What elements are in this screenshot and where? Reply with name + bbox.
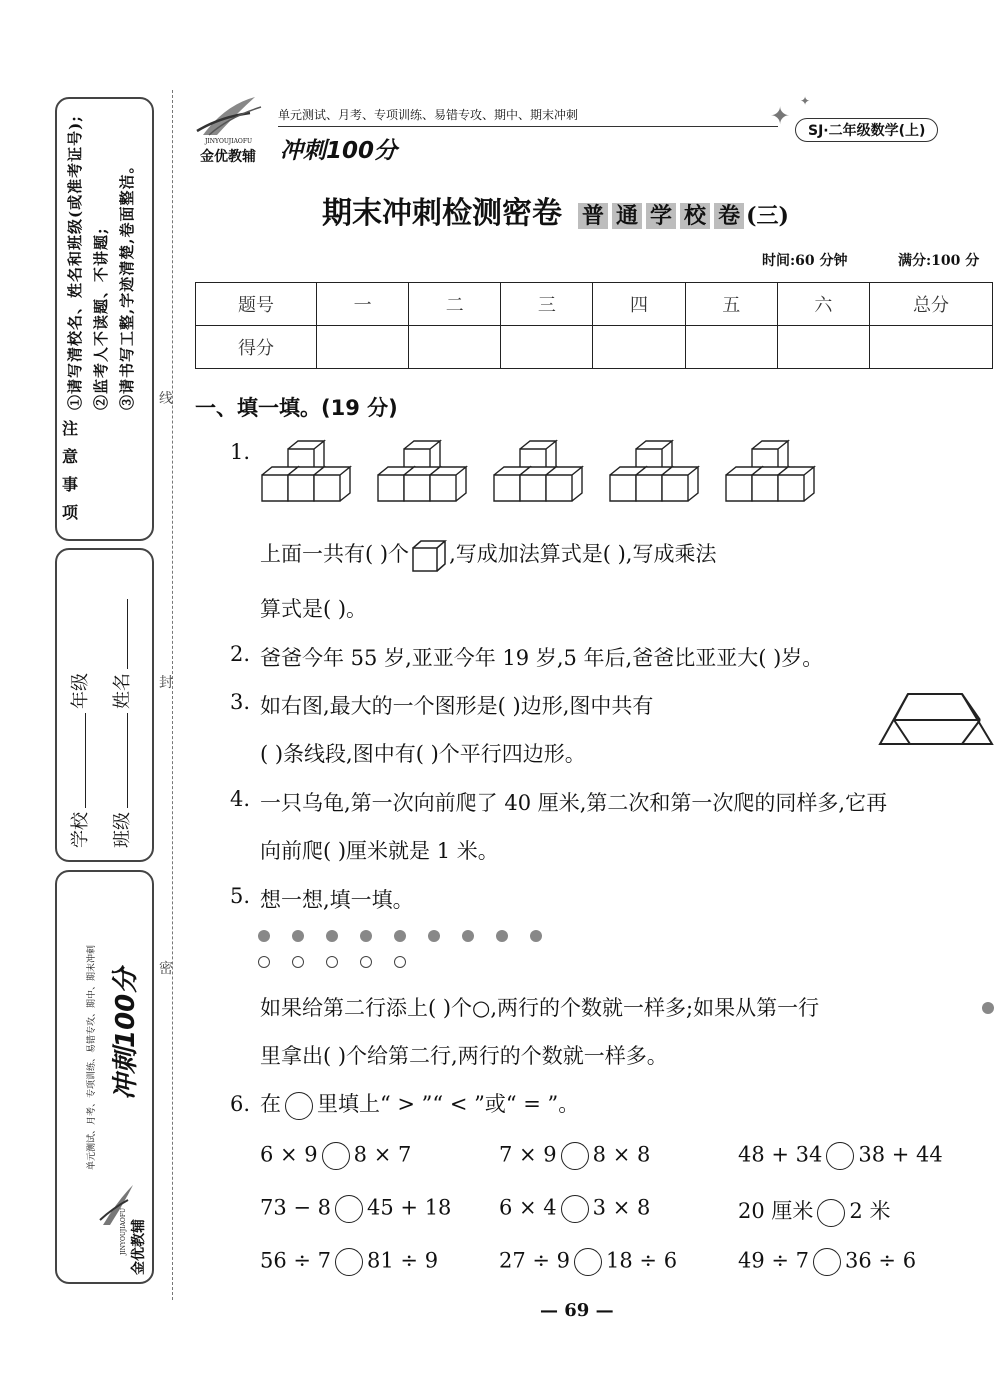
q1-text-a: 上面一共有( )个 xyxy=(260,542,410,566)
title-suffix: (三) xyxy=(746,203,789,229)
comparison-right: 38 + 44 xyxy=(858,1142,943,1167)
q6-text-a: 在 xyxy=(260,1092,281,1116)
title-hl-2: 学 xyxy=(646,203,676,229)
q1-text-b: ,写成加法算式是( ),写成乘法 xyxy=(449,542,717,566)
comparison-item xyxy=(260,1195,451,1223)
comparison-circle[interactable] xyxy=(813,1248,841,1276)
notice-line-3: ③请书写工整,字迹清楚,卷面整洁。 xyxy=(118,157,136,410)
q6-text-b: 里填上“ > ”“ < ”或“ = ”。 xyxy=(317,1092,580,1116)
class-blank[interactable] xyxy=(127,713,128,808)
notice-label: 注 意 事 项 xyxy=(62,419,79,522)
filled-dot xyxy=(360,930,372,942)
comparison-circle[interactable] xyxy=(826,1142,854,1170)
title-main: 期末冲刺检测密卷 xyxy=(322,196,562,231)
comparison-left: 20 厘米 xyxy=(738,1199,814,1223)
table-header-cell: 六 xyxy=(777,283,869,326)
q3-line-1: 如右图,最大的一个图形是( )边形,图中共有 xyxy=(260,694,654,718)
filled-dot xyxy=(496,930,508,942)
cube-stack-figures xyxy=(258,435,818,510)
filled-dot xyxy=(326,930,338,942)
comparison-circle[interactable] xyxy=(817,1199,845,1227)
exam-time: 时间:60 分钟 xyxy=(762,253,848,269)
comparison-right: 8 × 7 xyxy=(353,1142,412,1167)
cube-stack xyxy=(726,441,814,501)
cut-label-seal: 封 xyxy=(159,675,173,691)
comparison-item xyxy=(499,1195,650,1223)
q5-line-2: 里拿出( )个给第二行,两行的个数就一样多。 xyxy=(260,1044,668,1068)
q3-number: 3. xyxy=(230,690,251,714)
table-header-cell: 总分 xyxy=(870,283,993,326)
q3-line-2: ( )条线段,图中有( )个平行四边形。 xyxy=(260,742,586,766)
sidebar-series-tag: 单元测试、月考、专项训练、易错专攻、期中、期末冲刺 xyxy=(87,944,97,1170)
comparison-right: 8 × 8 xyxy=(592,1142,651,1167)
cut-label-secret: 密 xyxy=(159,961,173,977)
school-field xyxy=(66,673,92,848)
notice-line-2: ②监考人不读题、不讲题; xyxy=(92,227,110,410)
comparison-item xyxy=(738,1195,890,1227)
open-dot xyxy=(326,956,338,968)
grade-badge: SJ·二年级数学(上) xyxy=(795,118,938,142)
full-score: 满分:100 分 xyxy=(898,253,980,269)
open-dot xyxy=(394,956,406,968)
header-series-tag: 单元测试、月考、专项训练、易错专攻、期中、期末冲刺 xyxy=(278,108,579,122)
grade-label: 年级 xyxy=(70,673,91,709)
name-blank[interactable] xyxy=(127,599,128,669)
comparison-right: 2 米 xyxy=(849,1199,891,1223)
q5-line-1 xyxy=(260,992,819,1022)
q6-text xyxy=(260,1088,579,1120)
filled-dot xyxy=(292,930,304,942)
comparison-circle[interactable] xyxy=(561,1142,589,1170)
comparison-right: 18 ÷ 6 xyxy=(606,1248,678,1273)
comparison-left: 27 ÷ 9 xyxy=(499,1248,571,1273)
page-number: — 69 — xyxy=(540,1300,614,1321)
comparison-right: 36 ÷ 6 xyxy=(845,1248,917,1273)
comparison-item xyxy=(738,1142,943,1170)
score-cell[interactable] xyxy=(409,326,501,369)
compare-circle-icon xyxy=(285,1092,313,1120)
q6-number: 6. xyxy=(230,1092,251,1116)
comparison-left: 7 × 9 xyxy=(499,1142,557,1167)
comparison-circle[interactable] xyxy=(335,1195,363,1223)
comparison-right: 45 + 18 xyxy=(367,1195,452,1220)
q4-line-2: 向前爬( )厘米就是 1 米。 xyxy=(260,839,499,863)
cube-stack xyxy=(610,441,698,501)
table-header-cell: 一 xyxy=(317,283,409,326)
q5-dots xyxy=(258,928,558,973)
q1-number: 1. xyxy=(230,440,251,464)
comparison-right: 81 ÷ 9 xyxy=(367,1248,439,1273)
comparison-item xyxy=(499,1142,650,1170)
comparison-left: 48 + 34 xyxy=(738,1142,823,1167)
comparison-item xyxy=(260,1248,438,1276)
score-cell[interactable] xyxy=(777,326,869,369)
title-hl-0: 普 xyxy=(578,203,608,229)
score-table xyxy=(195,282,993,369)
section-1-heading: 一、填一填。(19 分) xyxy=(195,396,398,420)
title-hl-4: 卷 xyxy=(714,203,744,229)
comparison-left: 73 − 8 xyxy=(260,1195,332,1220)
filled-dot xyxy=(462,930,474,942)
sparkle-small-icon: ✦ xyxy=(800,94,811,108)
class-field xyxy=(108,599,134,848)
cube xyxy=(314,467,350,501)
q5-line-1-text: 如果给第二行添上( )个○,两行的个数就一样多;如果从第一行 xyxy=(260,996,820,1020)
sidebar-brand-pinyin: JINYOUJIAOFU xyxy=(120,1207,127,1255)
cube-stack xyxy=(262,441,350,501)
comparison-left: 56 ÷ 7 xyxy=(260,1248,332,1273)
title-hl-1: 通 xyxy=(612,203,642,229)
header-logo-brand: 金优教辅 xyxy=(200,149,256,165)
name-label: 姓名 xyxy=(112,673,133,709)
score-cell[interactable] xyxy=(317,326,409,369)
q2-text: 爸爸今年 55 岁,亚亚今年 19 岁,5 年后,爸爸比亚亚大( )岁。 xyxy=(260,646,824,670)
table-header-cell: 二 xyxy=(409,283,501,326)
score-cell[interactable] xyxy=(870,326,993,369)
q4-line-1: 一只乌龟,第一次向前爬了 40 厘米,第二次和第一次爬的同样多,它再 xyxy=(260,791,888,815)
comparison-right: 3 × 8 xyxy=(592,1195,651,1220)
cube-stack xyxy=(378,441,466,501)
class-label: 班级 xyxy=(112,812,133,848)
school-blank[interactable] xyxy=(85,713,86,808)
filled-dot xyxy=(258,930,270,942)
filled-dot-icon xyxy=(982,1002,994,1014)
score-row-label: 得分 xyxy=(196,326,317,369)
table-header-cell: 四 xyxy=(593,283,685,326)
score-cell[interactable] xyxy=(593,326,685,369)
q1-line-2: 算式是( )。 xyxy=(260,597,368,621)
q1-line-1 xyxy=(260,538,716,573)
table-header-cell: 题号 xyxy=(196,283,317,326)
score-cell[interactable] xyxy=(501,326,593,369)
header-logo-icon xyxy=(195,95,265,140)
score-table-score-row xyxy=(196,326,993,369)
score-table-header-row xyxy=(196,283,993,326)
notice-line-1: ①请写清校名、姓名和班级(或准考证号); xyxy=(66,115,84,410)
comparison-circle[interactable] xyxy=(322,1142,350,1170)
sidebar-brand: 金优教辅 xyxy=(131,1219,147,1275)
comparison-item xyxy=(499,1248,677,1276)
open-dot xyxy=(292,956,304,968)
comparison-left: 49 ÷ 7 xyxy=(738,1248,810,1273)
title-hl-3: 校 xyxy=(680,203,710,229)
q5-text: 想一想,填一填。 xyxy=(260,888,414,912)
score-cell[interactable] xyxy=(685,326,777,369)
table-header-cell: 五 xyxy=(685,283,777,326)
comparison-left: 6 × 4 xyxy=(499,1195,557,1220)
open-dot xyxy=(360,956,372,968)
trapezoid-figure xyxy=(876,690,996,750)
filled-dot xyxy=(530,930,542,942)
page-title xyxy=(322,188,789,232)
cut-label-line: 线 xyxy=(159,391,173,407)
filled-dot xyxy=(428,930,440,942)
cube xyxy=(546,467,582,501)
comparison-left: 6 × 9 xyxy=(260,1142,318,1167)
comparison-circle[interactable] xyxy=(561,1195,589,1223)
open-dot xyxy=(258,956,270,968)
cube xyxy=(430,467,466,501)
comparison-item xyxy=(260,1142,411,1170)
comparison-item xyxy=(738,1248,916,1276)
cube-icon xyxy=(411,539,447,573)
cube xyxy=(662,467,698,501)
sidebar-slogan: 冲刺100分 xyxy=(111,967,141,1100)
sparkle-icon: ✦ xyxy=(770,102,791,130)
cut-line xyxy=(172,90,173,1300)
q4-number: 4. xyxy=(230,787,251,811)
q5-number: 5. xyxy=(230,884,251,908)
header-logo-pinyin: JINYOUJIAOFU xyxy=(205,138,253,145)
table-header-cell: 三 xyxy=(501,283,593,326)
cube xyxy=(778,467,814,501)
comparison-circle[interactable] xyxy=(335,1248,363,1276)
header-divider xyxy=(278,126,778,127)
q2-number: 2. xyxy=(230,642,251,666)
comparison-circle[interactable] xyxy=(574,1248,602,1276)
header-slogan: 冲刺100分 xyxy=(280,138,398,164)
cube-stack xyxy=(494,441,582,501)
school-label: 学校 xyxy=(70,812,91,848)
filled-dot xyxy=(394,930,406,942)
